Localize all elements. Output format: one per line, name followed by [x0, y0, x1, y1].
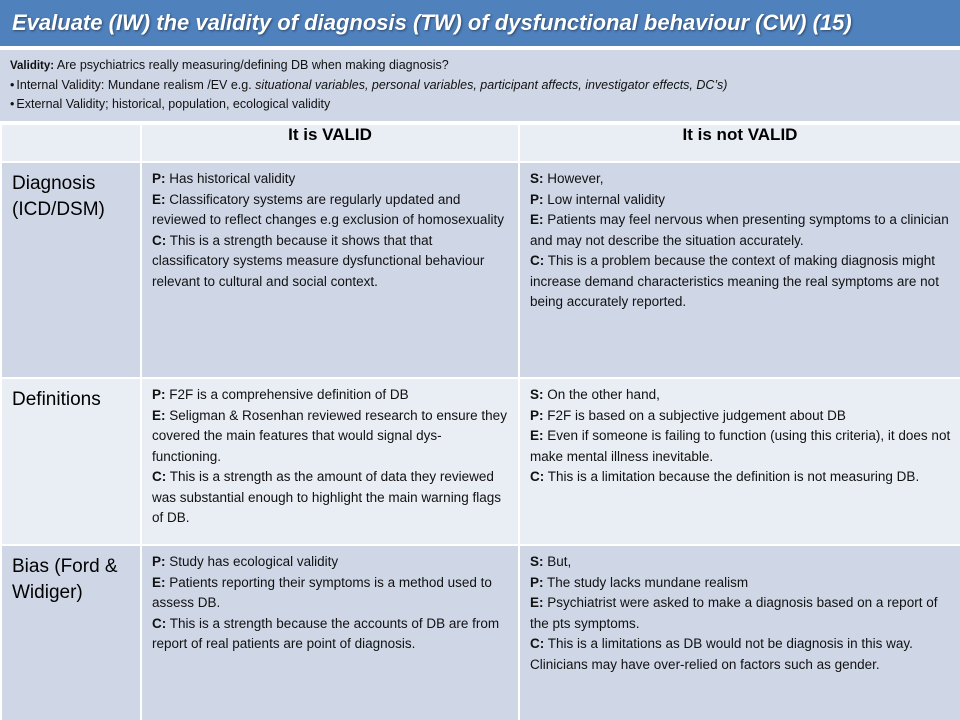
internal-text: Internal Validity: Mundane realism /EV e.g.: [16, 78, 256, 92]
point-text: Low internal validity: [543, 191, 666, 207]
point-text: Study has ecological validity: [165, 554, 339, 569]
point-key: P:: [530, 191, 544, 207]
point-line: [152, 573, 510, 614]
point-line: [152, 190, 510, 231]
point-line: [530, 634, 952, 675]
point-key: C:: [530, 253, 545, 268]
point-line: [530, 552, 952, 573]
intro-external-line: [10, 95, 950, 114]
point-line: [152, 614, 510, 655]
point-key: C:: [152, 469, 167, 484]
point-line: [530, 169, 952, 190]
point-text: Patients reporting their symptoms is a method used to assess DB.: [152, 574, 492, 610]
point-key: E:: [152, 407, 166, 423]
point-key: E:: [152, 574, 166, 590]
point-text: F2F is a comprehensive definition of DB: [165, 387, 409, 402]
point-text: This is a problem because the context of making diagnosis might increase demand characteristics meaning the real symptoms are not being accurately reported.: [530, 253, 939, 309]
point-line: [530, 190, 952, 211]
point-key: C:: [152, 615, 167, 631]
cell-valid: [141, 545, 519, 720]
title-bar: [0, 0, 960, 48]
point-text: Patients may feel nervous when presenting symptoms to a clinician and may not describe the situation accurately.: [530, 212, 949, 248]
point-text: Seligman & Rosenhan reviewed research to ensure they covered the main features that would signal dys-functioning.: [152, 407, 507, 464]
point-key: C:: [530, 469, 545, 484]
cell-not-valid: [519, 378, 960, 545]
point-line: [152, 552, 510, 573]
point-key: E:: [152, 191, 166, 207]
point-text: This is a limitations as DB would not be diagnosis in this way. Clinicians may have over-relied on factors such as gender.: [530, 636, 913, 672]
validity-label: Validity:: [10, 60, 55, 72]
intro-box: [0, 50, 960, 123]
point-line: [152, 467, 510, 529]
point-text: This is a limitation because the definition is not measuring DB.: [544, 469, 920, 484]
point-line: [152, 406, 510, 468]
point-line: [530, 385, 952, 406]
point-line: [530, 593, 952, 634]
cell-valid: [141, 378, 519, 545]
table-row: [1, 545, 960, 720]
cell-valid: [141, 162, 519, 378]
point-text: This is a strength because the accounts of DB are from report of real patients are point of diagnosis.: [152, 615, 500, 651]
row-label-definitions: Definitions: [1, 378, 141, 545]
point-text: This is a strength because it shows that that classificatory systems measure dysfunctional behaviour relevant to cultural and social context.: [152, 232, 485, 289]
point-key: P:: [152, 554, 166, 569]
validity-text: Are psychiatrics really measuring/defining DB when making diagnosis?: [54, 58, 449, 72]
evaluation-table: [0, 123, 960, 720]
cell-not-valid: [519, 545, 960, 720]
point-key: P:: [530, 574, 544, 590]
header-corner: [1, 124, 141, 162]
point-line: [152, 385, 510, 406]
point-text: Classificatory systems are regularly updated and reviewed to reflect changes e.g exclusion of homosexuality: [152, 191, 504, 227]
internal-italic: situational variables, personal variables, participant affects, investigator effects, DC’s): [255, 78, 728, 92]
point-text: The study lacks mundane realism: [543, 574, 749, 590]
point-key: P:: [152, 171, 166, 186]
point-text: Even if someone is failing to function (using this criteria), it does not make mental illness inevitable.: [530, 428, 951, 464]
table-header-row: [1, 124, 960, 162]
table-row: [1, 162, 960, 378]
point-key: E:: [530, 428, 544, 443]
point-key: C:: [152, 232, 167, 248]
header-valid: It is VALID: [141, 124, 519, 162]
point-key: S:: [530, 387, 544, 402]
row-label-diagnosis: Diagnosis (ICD/DSM): [1, 162, 141, 378]
point-text: But,: [543, 554, 572, 569]
point-line: [530, 426, 952, 467]
row-label-bias: Bias (Ford & Widiger): [1, 545, 141, 720]
point-key: C:: [530, 636, 545, 651]
point-key: E:: [530, 595, 544, 610]
point-text: Psychiatrist were asked to make a diagnosis based on a report of the pts symptoms.: [530, 595, 938, 631]
slide-title: Evaluate (IW) the validity of diagnosis (TW) of dysfunctional behaviour (CW) (15): [12, 10, 852, 35]
point-line: [530, 573, 952, 594]
point-line: [530, 210, 952, 251]
point-text: On the other hand,: [543, 387, 660, 402]
header-not-valid: It is not VALID: [519, 124, 960, 162]
cell-not-valid: [519, 162, 960, 378]
point-text: F2F is based on a subjective judgement about DB: [543, 407, 846, 423]
point-key: P:: [530, 407, 544, 423]
external-text: External Validity; historical, population, ecological validity: [16, 97, 331, 111]
point-text: This is a strength as the amount of data they reviewed was substantial enough to highlight the main warning flags of DB.: [152, 469, 501, 525]
point-key: P:: [152, 387, 166, 402]
intro-validity-line: [10, 56, 950, 76]
point-line: [530, 251, 952, 313]
point-line: [152, 231, 510, 293]
point-line: [530, 467, 952, 488]
point-line: [530, 406, 952, 427]
intro-internal-line: [10, 76, 950, 95]
point-text: However,: [543, 171, 604, 186]
point-key: E:: [530, 212, 544, 227]
point-line: [152, 169, 510, 190]
point-key: S:: [530, 171, 544, 186]
point-key: S:: [530, 554, 544, 569]
table-row: [1, 378, 960, 545]
point-text: Has historical validity: [165, 171, 296, 186]
